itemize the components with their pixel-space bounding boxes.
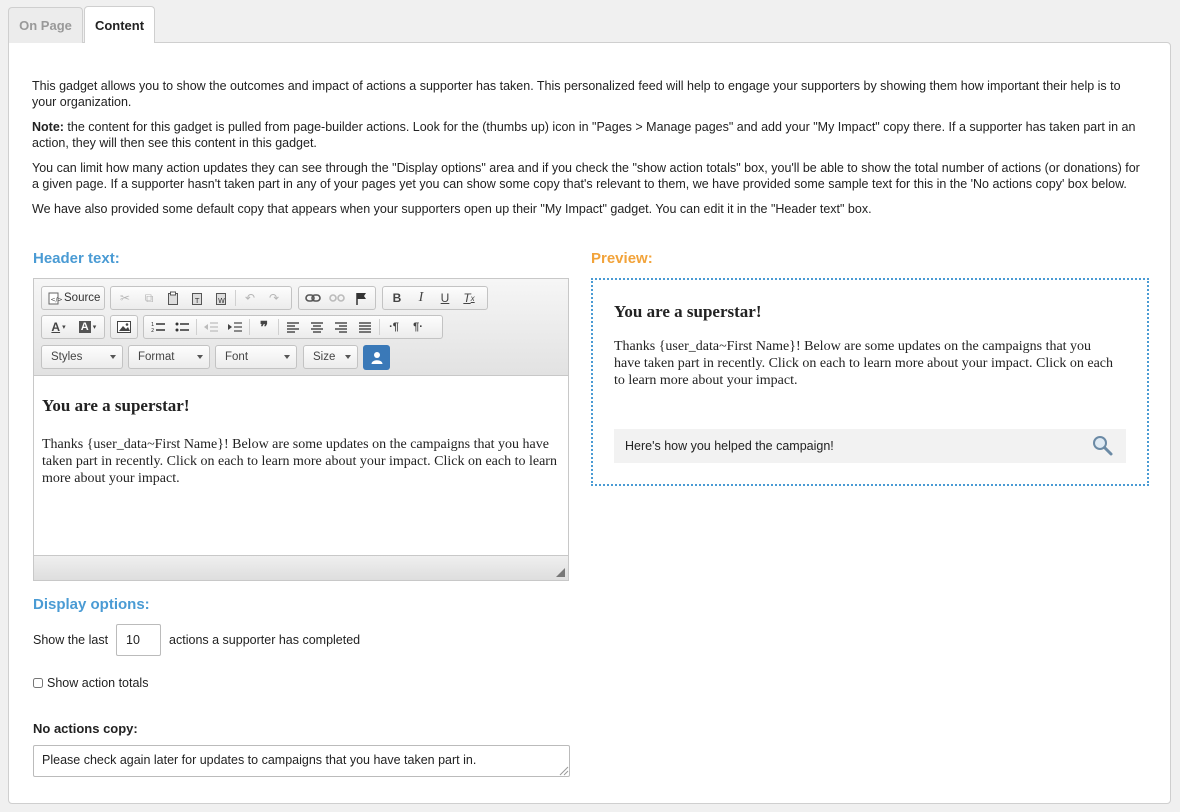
svg-text:</>: </> — [50, 296, 63, 303]
format-label: Format — [138, 351, 175, 363]
font-label: Font — [225, 351, 249, 363]
toolbar-separator — [379, 319, 380, 335]
note-label: Note: — [32, 120, 64, 134]
toolbar-separator — [196, 319, 197, 335]
source-icon — [48, 292, 63, 305]
paste-word-icon[interactable] — [209, 288, 233, 308]
preview-campaign-bar[interactable] — [614, 429, 1126, 463]
toolbar-separator — [249, 319, 250, 335]
intro-paragraph-4: We have also provided some default copy that appears when your supporters open up their "My Impact" gadget. You can edit it in the "Header text" box. — [32, 202, 872, 216]
preview-body: Thanks {user_data~First Name}! Below are some updates on the campaigns that you have taken part in recently. Click on each to learn more about your impact. Click on each to learn more about your impact. — [614, 339, 1114, 388]
svg-text:W: W — [218, 297, 225, 305]
header-text-editor — [33, 278, 569, 581]
user-icon — [371, 351, 383, 364]
unlink-icon[interactable] — [325, 288, 349, 308]
cut-icon[interactable]: ✂ — [119, 291, 131, 305]
format-dropdown[interactable] — [128, 345, 210, 369]
editor-footer — [34, 555, 568, 580]
search-icon — [1092, 435, 1114, 457]
basic-style-group — [382, 286, 488, 310]
size-dropdown[interactable] — [303, 345, 358, 369]
underline-icon[interactable]: U — [440, 291, 450, 305]
show-last-label: Show the last — [33, 633, 109, 647]
font-dropdown[interactable] — [215, 345, 297, 369]
intro-text — [32, 78, 1142, 226]
svg-text:2: 2 — [151, 328, 155, 334]
link-group — [298, 286, 376, 310]
intro-paragraph-2 — [32, 119, 1142, 151]
toolbar-separator — [235, 290, 236, 306]
show-totals-row — [33, 676, 148, 690]
show-last-suffix: actions a supporter has completed — [169, 633, 361, 647]
align-justify-icon[interactable] — [353, 317, 377, 337]
insert-user-data-button[interactable] — [363, 345, 390, 370]
editor-content[interactable] — [34, 376, 568, 556]
paste-text-icon[interactable] — [185, 288, 209, 308]
tab-content[interactable]: Content — [84, 6, 155, 43]
chevron-down-icon — [110, 355, 116, 359]
note-text: the content for this gadget is pulled from page-builder actions. Look for the (thumbs up) icon in "Pages > Manage pages" and add your "My Impact" copy there. If a supporter has taken part in an action, they will then see this content in this gadget. — [32, 120, 1136, 150]
link-icon[interactable] — [301, 288, 325, 308]
show-last-row — [33, 624, 360, 656]
bold-icon[interactable]: B — [392, 291, 402, 305]
no-actions-textarea[interactable] — [33, 745, 570, 777]
show-last-input[interactable] — [116, 624, 161, 656]
undo-icon[interactable]: ↶ — [244, 291, 256, 305]
bulleted-list-icon[interactable] — [170, 317, 194, 337]
image-group — [110, 315, 138, 339]
remove-format-icon[interactable]: T x — [463, 291, 475, 305]
paste-icon[interactable] — [161, 288, 185, 308]
content-panel — [8, 42, 1171, 804]
toolbar-separator — [278, 319, 279, 335]
chevron-down-icon — [284, 355, 290, 359]
text-color-icon[interactable]: A ▾ — [51, 320, 66, 334]
blockquote-icon[interactable]: ❞ — [259, 319, 269, 336]
display-options-title: Display options: — [33, 596, 150, 613]
preview-box — [591, 278, 1149, 486]
color-group — [41, 315, 105, 339]
intro-paragraph-1: This gadget allows you to show the outcomes and impact of actions a supporter has taken. This personalized feed will help to engage your supporters by showing them how important their help is to your organization. — [32, 79, 1121, 109]
tab-on-page[interactable]: On Page — [8, 7, 83, 43]
resize-handle-icon[interactable] — [556, 568, 565, 577]
styles-label: Styles — [51, 351, 83, 363]
paragraph-group — [143, 315, 443, 339]
preview-bar-text: Here's how you helped the campaign! — [625, 439, 834, 453]
align-left-icon[interactable] — [281, 317, 305, 337]
source-button[interactable] — [44, 292, 104, 305]
size-label: Size — [313, 351, 336, 363]
indent-icon[interactable] — [223, 317, 247, 337]
styles-dropdown[interactable] — [41, 345, 123, 369]
svg-text:1: 1 — [151, 322, 155, 328]
intro-paragraph-3: You can limit how many action updates they can see through the "Display options" area and if you check the "show action totals" box, you'll be able to show the total number of actions (or donations) for a given page. If a supporter hasn't taken part in any of your pages yet you can show some copy that's relevant to them, we have provided some sample text for this in the 'No actions copy' box below. — [32, 161, 1140, 191]
numbered-list-icon[interactable] — [146, 317, 170, 337]
no-actions-label: No actions copy: — [33, 721, 138, 736]
outdent-icon[interactable] — [199, 317, 223, 337]
header-text-title: Header text: — [33, 250, 120, 267]
rtl-direction-icon[interactable]: ¶· — [413, 321, 423, 333]
align-right-icon[interactable] — [329, 317, 353, 337]
anchor-flag-icon[interactable] — [349, 288, 373, 308]
chevron-down-icon — [345, 355, 351, 359]
editor-toolbar — [34, 279, 568, 376]
show-totals-checkbox[interactable] — [33, 678, 43, 688]
svg-text:T: T — [195, 297, 200, 305]
copy-icon[interactable]: ⧉ — [144, 290, 154, 305]
source-group — [41, 286, 105, 310]
preview-heading: You are a superstar! — [614, 302, 762, 321]
show-totals-label[interactable]: Show action totals — [47, 676, 149, 690]
background-color-icon[interactable]: A ▾ — [80, 321, 97, 333]
image-icon[interactable] — [113, 317, 135, 337]
italic-icon[interactable]: I — [418, 290, 424, 305]
chevron-down-icon — [197, 355, 203, 359]
ltr-direction-icon[interactable]: ·¶ — [389, 321, 399, 333]
editor-body: Thanks {user_data~First Name}! Below are some updates on the campaigns that you have taken part in recently. Click on each to learn more about your impact. Click on each to learn more about your impact. — [42, 437, 557, 486]
align-center-icon[interactable] — [305, 317, 329, 337]
editor-heading: You are a superstar! — [42, 396, 190, 415]
preview-title: Preview: — [591, 250, 653, 267]
source-label: Source — [64, 292, 101, 304]
clipboard-group — [110, 286, 292, 310]
redo-icon[interactable]: ↷ — [268, 291, 280, 305]
